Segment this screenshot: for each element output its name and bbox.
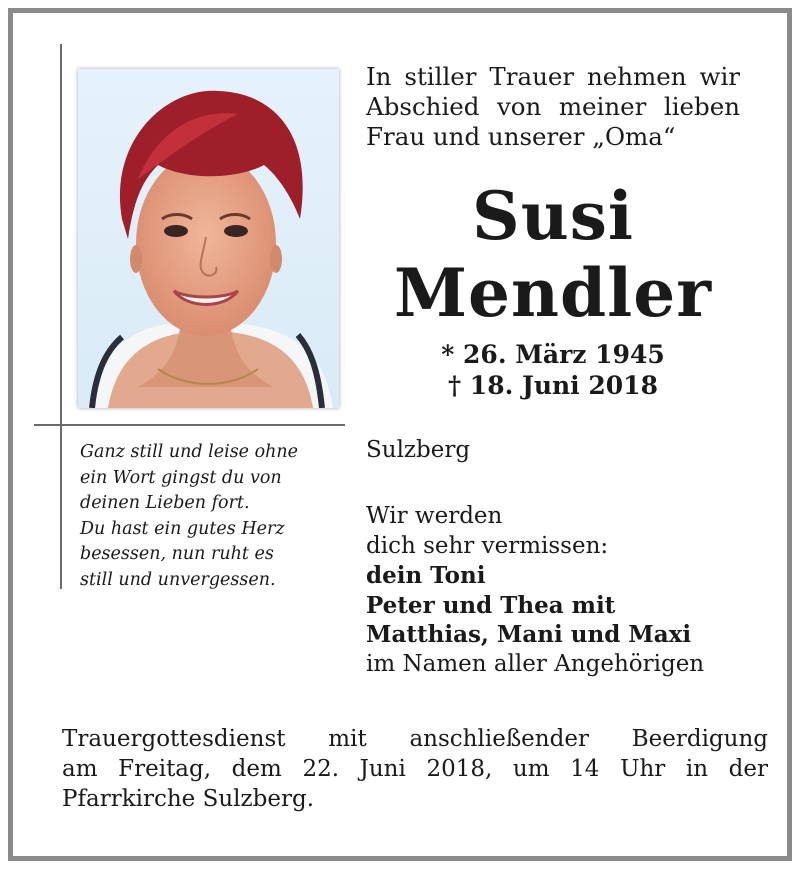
portrait-photo [78,69,339,408]
poem-line: besessen, nun ruht es [80,544,274,565]
poem-line: Ganz still und leise ohne [80,442,299,462]
town-name: Sulzberg [366,437,471,463]
memorial-poem [80,440,330,594]
horizontal-cross-rule [34,424,345,426]
poem-line: Du hast ein gutes Herz [80,518,285,539]
intro-text [366,62,740,152]
death-date: † 18. Juni 2018 [448,371,658,400]
poem-line: still und unvergessen. [80,569,276,590]
closing-final-line: im Namen aller Angehörigen [366,650,705,677]
poem-line: ein Wort gingst du von [80,467,282,488]
closing-line: dich sehr vermissen: [366,532,609,559]
deceased-first-name: Susi [472,177,634,255]
family-name-line: dein Toni [366,562,486,589]
service-line: Trauergottesdienst mit anschließender Beerdigung [62,726,768,752]
intro-line: Abschied von meiner lieben [366,92,740,121]
funeral-service-info [62,724,768,814]
closing-message [366,502,746,679]
closing-line: Wir werden [366,503,503,529]
service-line: Pfarrkirche Sulzberg. [62,786,315,812]
intro-line: Frau und unserer „Oma“ [366,122,676,151]
family-name-line: Matthias, Mani und Maxi [366,621,692,648]
family-name-line: Peter und Thea mit [366,591,616,619]
vertical-cross-rule [60,44,62,589]
poem-line: deinen Lieben fort. [80,493,250,514]
intro-line: In stiller Trauer nehmen wir [366,62,740,91]
birth-date: * 26. März 1945 [441,340,665,369]
deceased-last-name: Mendler [393,254,713,332]
service-line: am Freitag, dem 22. Juni 2018, um 14 Uhr in der [62,756,768,782]
